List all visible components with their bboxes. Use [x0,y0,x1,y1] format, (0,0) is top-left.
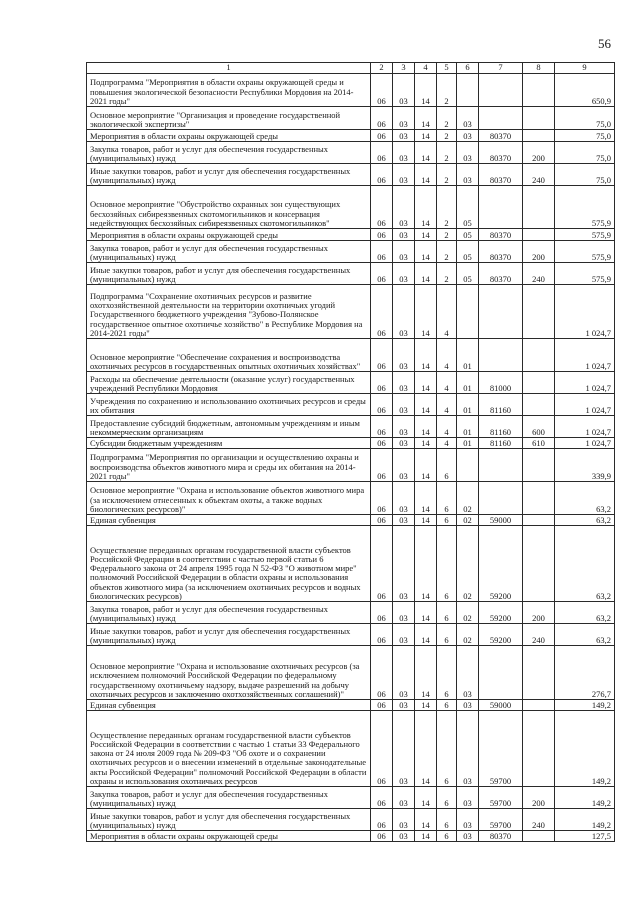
subprogram-code-cell: 2 [437,74,457,107]
description-cell: Закупка товаров, работ и услуг для обеспечения государственных (муниципальных) нужд [87,142,371,164]
table-row [87,339,615,372]
subprogram-code-cell: 4 [437,285,457,339]
description-cell: Основное мероприятие "Обустройство охранных зон существующих бесхозяйных сибиреязвенных скотомогильников и консервация недействующих бесхозяйных сибиреязвенных скотомогильников" [87,186,371,229]
measure-code-cell: 02 [457,526,479,602]
subsection-code-cell: 03 [393,142,415,164]
program-code-cell: 14 [415,339,437,372]
subprogram-code-cell: 6 [437,602,457,624]
program-code-cell: 14 [415,164,437,186]
description-cell: Основное мероприятие "Охрана и использование объектов животного мира (за исключением отнесенных к объектам охоты, а также водных биологических ресурсов)" [87,482,371,515]
amount-cell: 75,0 [555,164,615,186]
subprogram-code-cell: 6 [437,809,457,831]
program-code-cell: 14 [415,482,437,515]
expense-type-cell: 240 [523,624,555,646]
direction-code-cell: 59200 [479,624,523,646]
measure-code-cell [457,285,479,339]
direction-code-cell: 80370 [479,263,523,285]
program-code-cell: 14 [415,394,437,416]
direction-code-cell: 81160 [479,438,523,449]
program-code-cell: 14 [415,809,437,831]
expense-type-cell [523,394,555,416]
header-cell: 3 [393,63,415,74]
header-cell: 6 [457,63,479,74]
amount-cell: 575,9 [555,229,615,241]
table-row [87,229,615,241]
subprogram-code-cell: 4 [437,416,457,438]
subsection-code-cell: 03 [393,394,415,416]
subprogram-code-cell: 4 [437,372,457,394]
amount-cell: 276,7 [555,646,615,700]
direction-code-cell: 59000 [479,515,523,526]
table-row [87,164,615,186]
measure-code-cell: 05 [457,263,479,285]
section-code-cell: 06 [371,526,393,602]
subprogram-code-cell: 6 [437,624,457,646]
amount-cell: 75,0 [555,130,615,142]
subsection-code-cell: 03 [393,602,415,624]
amount-cell: 63,2 [555,482,615,515]
measure-code-cell: 03 [457,700,479,711]
subsection-code-cell: 03 [393,700,415,711]
direction-code-cell: 80370 [479,241,523,263]
measure-code-cell [457,74,479,107]
section-code-cell: 06 [371,787,393,809]
program-code-cell: 14 [415,372,437,394]
subsection-code-cell: 03 [393,263,415,285]
program-code-cell: 14 [415,646,437,700]
amount-cell: 650,9 [555,74,615,107]
section-code-cell: 06 [371,186,393,229]
amount-cell: 63,2 [555,602,615,624]
expense-type-cell [523,186,555,229]
section-code-cell: 06 [371,130,393,142]
subsection-code-cell: 03 [393,624,415,646]
table-row [87,186,615,229]
section-code-cell: 06 [371,107,393,130]
table-row [87,700,615,711]
expense-type-cell: 200 [523,241,555,263]
direction-code-cell: 59700 [479,809,523,831]
subprogram-code-cell: 2 [437,186,457,229]
expense-type-cell [523,515,555,526]
program-code-cell: 14 [415,416,437,438]
measure-code-cell: 03 [457,787,479,809]
section-code-cell: 06 [371,416,393,438]
program-code-cell: 14 [415,229,437,241]
header-cell: 1 [87,63,371,74]
subprogram-code-cell: 2 [437,142,457,164]
subprogram-code-cell: 6 [437,646,457,700]
program-code-cell: 14 [415,449,437,482]
measure-code-cell: 05 [457,186,479,229]
description-cell: Закупка товаров, работ и услуг для обеспечения государственных (муниципальных) нужд [87,602,371,624]
direction-code-cell [479,285,523,339]
amount-cell: 149,2 [555,711,615,787]
measure-code-cell: 01 [457,394,479,416]
table-row [87,107,615,130]
amount-cell: 75,0 [555,107,615,130]
direction-code-cell [479,339,523,372]
description-cell: Основное мероприятие "Организация и проведение государственной экологической экспертизы" [87,107,371,130]
measure-code-cell: 03 [457,107,479,130]
section-code-cell: 06 [371,646,393,700]
program-code-cell: 14 [415,700,437,711]
subsection-code-cell: 03 [393,646,415,700]
subprogram-code-cell: 4 [437,438,457,449]
amount-cell: 1 024,7 [555,372,615,394]
table-row [87,482,615,515]
direction-code-cell: 59700 [479,787,523,809]
subprogram-code-cell: 6 [437,482,457,515]
table-row [87,449,615,482]
header-cell: 9 [555,63,615,74]
subsection-code-cell: 03 [393,449,415,482]
description-cell: Мероприятия в области охраны окружающей среды [87,831,371,842]
table-row [87,646,615,700]
table-body [87,74,615,842]
direction-code-cell: 81000 [479,372,523,394]
table-row [87,526,615,602]
description-cell: Подпрограмма "Мероприятия по организации и осуществлению охраны и воспроизводства объектов животного мира и среды их обитания на 2014-2021 годы" [87,449,371,482]
section-code-cell: 06 [371,394,393,416]
amount-cell: 75,0 [555,142,615,164]
expense-type-cell: 200 [523,142,555,164]
subsection-code-cell: 03 [393,186,415,229]
direction-code-cell: 80370 [479,229,523,241]
subsection-code-cell: 03 [393,482,415,515]
subsection-code-cell: 03 [393,285,415,339]
measure-code-cell: 03 [457,809,479,831]
table-row [87,394,615,416]
expense-type-cell [523,107,555,130]
budget-table [86,62,615,842]
subprogram-code-cell: 6 [437,526,457,602]
table-row [87,624,615,646]
amount-cell: 1 024,7 [555,438,615,449]
expense-type-cell [523,646,555,700]
subprogram-code-cell: 6 [437,515,457,526]
measure-code-cell: 01 [457,438,479,449]
description-cell: Мероприятия в области охраны окружающей среды [87,229,371,241]
amount-cell: 149,2 [555,700,615,711]
section-code-cell: 06 [371,438,393,449]
subsection-code-cell: 03 [393,416,415,438]
subsection-code-cell: 03 [393,74,415,107]
table-row [87,416,615,438]
description-cell: Иные закупки товаров, работ и услуг для обеспечения государственных (муниципальных) нужд [87,263,371,285]
table-row [87,787,615,809]
section-code-cell: 06 [371,285,393,339]
description-cell: Подпрограмма "Мероприятия в области охраны окружающей среды и повышения экологической безопасности Республики Мордовия на 2014-2021 годы" [87,74,371,107]
subprogram-code-cell: 6 [437,449,457,482]
subsection-code-cell: 03 [393,372,415,394]
measure-code-cell: 05 [457,229,479,241]
measure-code-cell [457,449,479,482]
description-cell: Иные закупки товаров, работ и услуг для обеспечения государственных (муниципальных) нужд [87,809,371,831]
direction-code-cell: 59700 [479,711,523,787]
program-code-cell: 14 [415,263,437,285]
program-code-cell: 14 [415,787,437,809]
measure-code-cell: 03 [457,130,479,142]
subsection-code-cell: 03 [393,241,415,263]
program-code-cell: 14 [415,74,437,107]
measure-code-cell: 03 [457,831,479,842]
expense-type-cell [523,339,555,372]
measure-code-cell: 03 [457,164,479,186]
header-cell: 7 [479,63,523,74]
description-cell: Иные закупки товаров, работ и услуг для обеспечения государственных (муниципальных) нужд [87,164,371,186]
section-code-cell: 06 [371,515,393,526]
subsection-code-cell: 03 [393,164,415,186]
subprogram-code-cell: 2 [437,130,457,142]
section-code-cell: 06 [371,372,393,394]
measure-code-cell: 01 [457,339,479,372]
subsection-code-cell: 03 [393,831,415,842]
section-code-cell: 06 [371,339,393,372]
subprogram-code-cell: 2 [437,263,457,285]
section-code-cell: 06 [371,700,393,711]
subprogram-code-cell: 6 [437,700,457,711]
expense-type-cell: 610 [523,438,555,449]
direction-code-cell [479,449,523,482]
program-code-cell: 14 [415,438,437,449]
subprogram-code-cell: 6 [437,787,457,809]
amount-cell: 575,9 [555,263,615,285]
subprogram-code-cell: 2 [437,164,457,186]
direction-code-cell [479,74,523,107]
expense-type-cell [523,700,555,711]
description-cell: Закупка товаров, работ и услуг для обеспечения государственных (муниципальных) нужд [87,787,371,809]
table-header-row [87,63,615,74]
amount-cell: 63,2 [555,624,615,646]
subprogram-code-cell: 2 [437,229,457,241]
description-cell: Основное мероприятие "Обеспечение сохранения и воспроизводства охотничьих ресурсов в государственных опытных охотничьих хозяйствах" [87,339,371,372]
amount-cell: 575,9 [555,241,615,263]
section-code-cell: 06 [371,241,393,263]
section-code-cell: 06 [371,711,393,787]
header-cell: 8 [523,63,555,74]
subprogram-code-cell: 6 [437,711,457,787]
subprogram-code-cell: 6 [437,831,457,842]
measure-code-cell: 03 [457,646,479,700]
table-row [87,142,615,164]
table-row [87,831,615,842]
subprogram-code-cell: 4 [437,339,457,372]
program-code-cell: 14 [415,285,437,339]
direction-code-cell: 81160 [479,394,523,416]
expense-type-cell: 240 [523,164,555,186]
description-cell: Субсидии бюджетным учреждениям [87,438,371,449]
description-cell: Мероприятия в области охраны окружающей среды [87,130,371,142]
subsection-code-cell: 03 [393,787,415,809]
program-code-cell: 14 [415,602,437,624]
section-code-cell: 06 [371,164,393,186]
measure-code-cell: 02 [457,482,479,515]
direction-code-cell: 80370 [479,831,523,842]
section-code-cell: 06 [371,831,393,842]
expense-type-cell [523,229,555,241]
section-code-cell: 06 [371,449,393,482]
table-row [87,372,615,394]
amount-cell: 1 024,7 [555,416,615,438]
amount-cell: 127,5 [555,831,615,842]
program-code-cell: 14 [415,831,437,842]
measure-code-cell: 03 [457,711,479,787]
description-cell: Закупка товаров, работ и услуг для обеспечения государственных (муниципальных) нужд [87,241,371,263]
subprogram-code-cell: 4 [437,394,457,416]
subsection-code-cell: 03 [393,130,415,142]
measure-code-cell: 02 [457,624,479,646]
direction-code-cell: 80370 [479,142,523,164]
description-cell: Подпрограмма "Сохранение охотничьих ресурсов и развитие охотхозяйственной деятельности на территории охотничьих угодий Государственного бюджетного учреждения "Зубово-Полянское государственное опытное охотничье хозяйство" в Республике Мордовия на 2014-2021 годы" [87,285,371,339]
measure-code-cell: 02 [457,515,479,526]
expense-type-cell: 200 [523,602,555,624]
description-cell: Основное мероприятие "Охрана и использование охотничьих ресурсов (за исключением полномочий Российской Федерации по федеральному государственному охотничьему надзору, выдаче разрешений на добычу охотничьих ресурсов и заключению охотхозяйственных соглашений)" [87,646,371,700]
direction-code-cell [479,646,523,700]
table-row [87,711,615,787]
expense-type-cell [523,449,555,482]
program-code-cell: 14 [415,515,437,526]
direction-code-cell: 59000 [479,700,523,711]
amount-cell: 63,2 [555,515,615,526]
amount-cell: 1 024,7 [555,339,615,372]
section-code-cell: 06 [371,263,393,285]
expense-type-cell: 240 [523,263,555,285]
measure-code-cell: 01 [457,416,479,438]
subprogram-code-cell: 2 [437,107,457,130]
direction-code-cell: 81160 [479,416,523,438]
amount-cell: 1 024,7 [555,394,615,416]
table-row [87,241,615,263]
measure-code-cell: 03 [457,142,479,164]
program-code-cell: 14 [415,130,437,142]
expense-type-cell [523,526,555,602]
subprogram-code-cell: 2 [437,241,457,263]
table-row [87,602,615,624]
program-code-cell: 14 [415,241,437,263]
expense-type-cell: 200 [523,787,555,809]
subsection-code-cell: 03 [393,809,415,831]
subsection-code-cell: 03 [393,107,415,130]
expense-type-cell [523,711,555,787]
subsection-code-cell: 03 [393,526,415,602]
direction-code-cell [479,107,523,130]
expense-type-cell [523,285,555,339]
subsection-code-cell: 03 [393,515,415,526]
table-row [87,130,615,142]
amount-cell: 339,9 [555,449,615,482]
expense-type-cell [523,482,555,515]
section-code-cell: 06 [371,229,393,241]
section-code-cell: 06 [371,602,393,624]
section-code-cell: 06 [371,624,393,646]
table-row [87,74,615,107]
amount-cell: 63,2 [555,526,615,602]
header-cell: 4 [415,63,437,74]
header-cell: 5 [437,63,457,74]
table-row [87,809,615,831]
section-code-cell: 06 [371,809,393,831]
header-cell: 2 [371,63,393,74]
description-cell: Учреждения по сохранению и использованию охотничьих ресурсов и среды их обитания [87,394,371,416]
measure-code-cell: 02 [457,602,479,624]
measure-code-cell: 01 [457,372,479,394]
expense-type-cell: 240 [523,809,555,831]
direction-code-cell [479,186,523,229]
description-cell: Единая субвенция [87,515,371,526]
program-code-cell: 14 [415,107,437,130]
description-cell: Осуществление переданных органам государственной власти субъектов Российской Федерации в соответствии с частью 1 статьи 33 Федерального закона от 24 июля 2009 года № 209-ФЗ "Об охоте и о сохранении охотничьих ресурсов и о внесении изменений в отдельные законодательные акты Российской Федерации" полномочий Российской Федерации в области охраны и использования охотничьих ресурсов [87,711,371,787]
table-row [87,263,615,285]
program-code-cell: 14 [415,711,437,787]
direction-code-cell: 59200 [479,526,523,602]
description-cell: Предоставление субсидий бюджетным, автономным учреждениям и иным некоммерческим организациям [87,416,371,438]
subsection-code-cell: 03 [393,339,415,372]
expense-type-cell [523,74,555,107]
direction-code-cell: 80370 [479,164,523,186]
expense-type-cell: 600 [523,416,555,438]
table-row [87,285,615,339]
program-code-cell: 14 [415,186,437,229]
program-code-cell: 14 [415,142,437,164]
direction-code-cell: 80370 [479,130,523,142]
description-cell: Единая субвенция [87,700,371,711]
program-code-cell: 14 [415,624,437,646]
description-cell: Осуществление переданных органам государственной власти субъектов Российской Федерации в соответствии с частью первой статьи 6 Федерального закона от 24 апреля 1995 года N 52-ФЗ "О животном мире" полномочий Российской Федерации в области охраны и использования объектов животного мира (за исключением охотничьих ресурсов и водных биологических ресурсов) [87,526,371,602]
amount-cell: 149,2 [555,809,615,831]
amount-cell: 575,9 [555,186,615,229]
program-code-cell: 14 [415,526,437,602]
direction-code-cell [479,482,523,515]
measure-code-cell: 05 [457,241,479,263]
expense-type-cell [523,372,555,394]
section-code-cell: 06 [371,142,393,164]
subsection-code-cell: 03 [393,438,415,449]
table-row [87,515,615,526]
description-cell: Расходы на обеспечение деятельности (оказание услуг) государственных учреждений Республики Мордовия [87,372,371,394]
amount-cell: 149,2 [555,787,615,809]
subsection-code-cell: 03 [393,711,415,787]
section-code-cell: 06 [371,482,393,515]
table-row [87,438,615,449]
amount-cell: 1 024,7 [555,285,615,339]
description-cell: Иные закупки товаров, работ и услуг для обеспечения государственных (муниципальных) нужд [87,624,371,646]
expense-type-cell [523,130,555,142]
page-number: 56 [598,36,611,51]
section-code-cell: 06 [371,74,393,107]
subsection-code-cell: 03 [393,229,415,241]
direction-code-cell: 59200 [479,602,523,624]
expense-type-cell [523,831,555,842]
